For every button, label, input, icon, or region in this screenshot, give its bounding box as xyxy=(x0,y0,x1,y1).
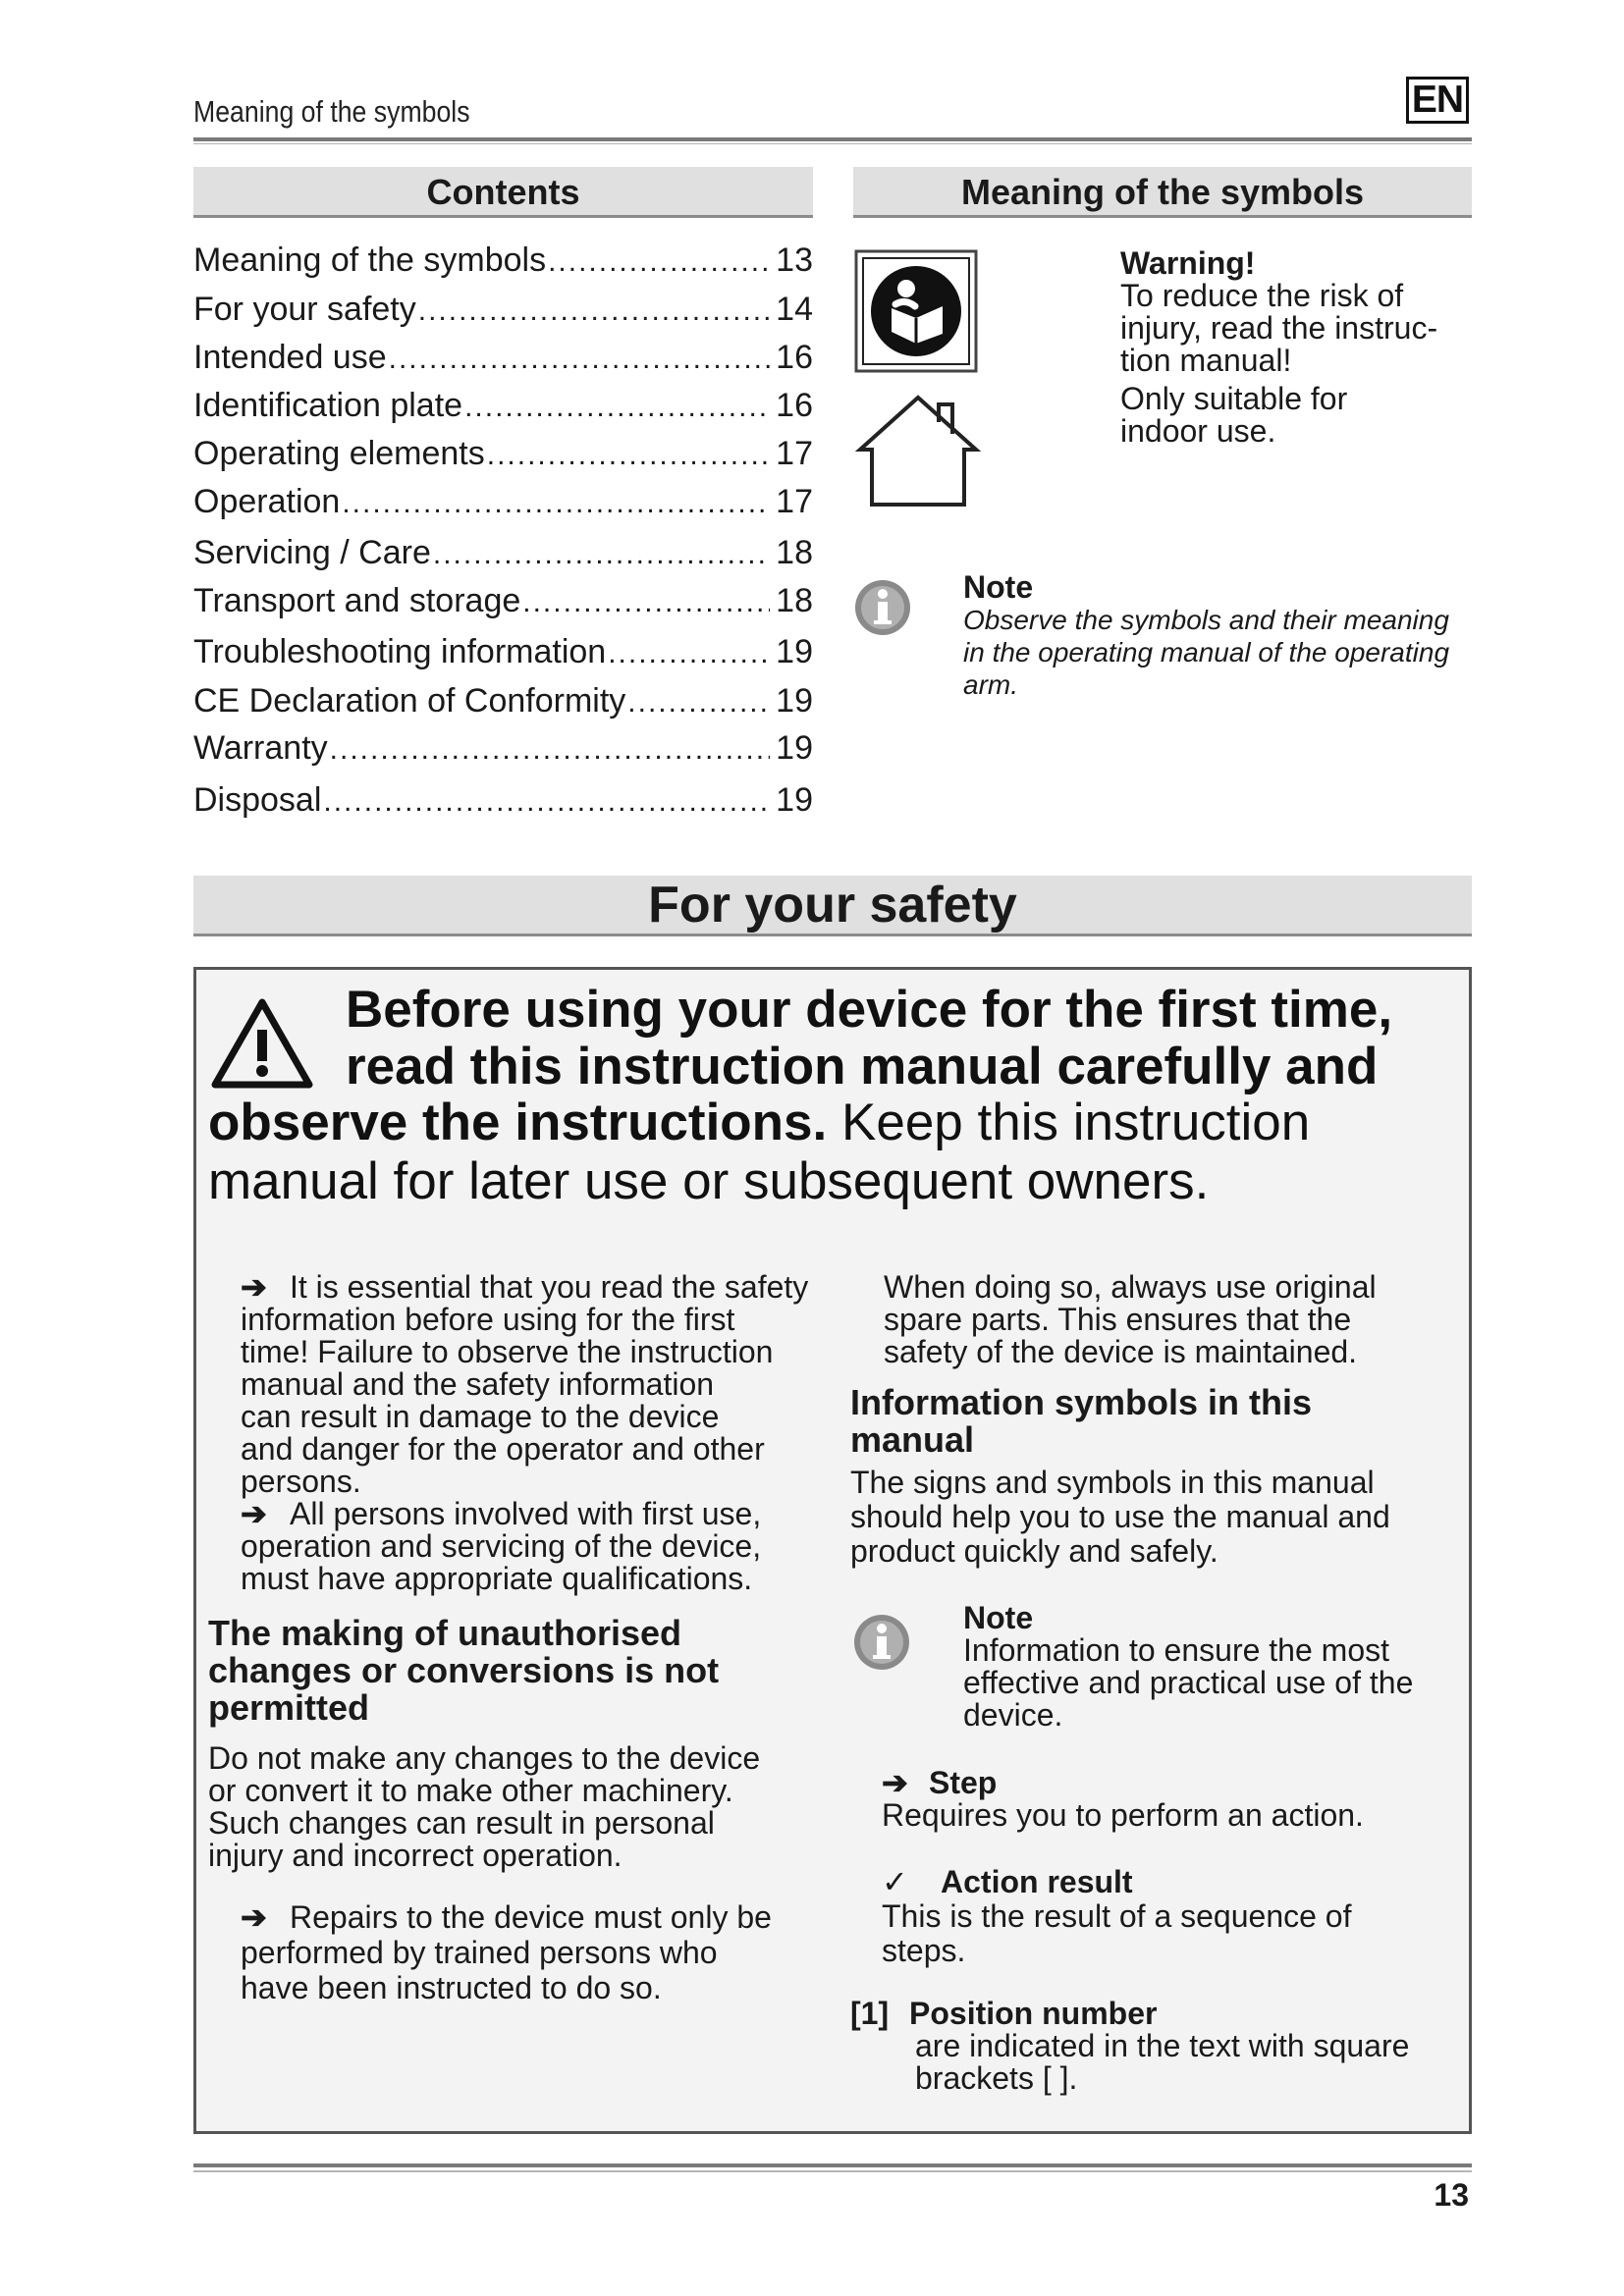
toc-entry xyxy=(193,241,813,281)
toc-entry xyxy=(193,781,813,821)
position-marker: [1] xyxy=(850,1996,890,2031)
toc-entry xyxy=(193,291,813,330)
toc-entry-label: Operation xyxy=(193,483,341,520)
intro-line: manual for later use or subsequent owners. xyxy=(208,1152,1210,1210)
bullet-line: operation and servicing of the device, xyxy=(241,1528,762,1564)
read-manual-icon xyxy=(854,249,978,373)
toc-entry-label: Disposal xyxy=(193,781,322,819)
para-line: or convert it to make other machinery. xyxy=(208,1773,733,1808)
toc-entry-page: 17 xyxy=(776,483,813,520)
step-text: Requires you to perform an action. xyxy=(882,1797,1364,1833)
toc-entry-page: 16 xyxy=(776,339,813,376)
note-block xyxy=(963,571,1474,701)
intro-bold: observe the instructions. xyxy=(208,1094,828,1151)
note-title: Note xyxy=(963,569,1034,605)
toc-entry-label: Troubleshooting information xyxy=(193,633,607,670)
para-line: spare parts. This ensures that the xyxy=(884,1302,1352,1337)
bullet-line: Repairs to the device must only be xyxy=(290,1899,772,1935)
repairs-bullet xyxy=(241,1899,849,2005)
heading-line: The making of unauthorised xyxy=(208,1613,682,1653)
toc-entry-label: Warranty xyxy=(193,729,328,767)
warning-block xyxy=(1120,247,1474,448)
warning-line: injury, read the instruc- xyxy=(1120,310,1438,346)
toc-leader-dots xyxy=(548,245,770,279)
action-result-legend xyxy=(882,1865,1461,1968)
toc-entry-label: Operating elements xyxy=(193,435,485,472)
toc-leader-dots xyxy=(522,586,770,619)
bullet-line: and danger for the operator and other xyxy=(241,1431,765,1467)
toc-leader-dots xyxy=(342,487,770,520)
unauthorised-changes-paragraph xyxy=(208,1742,837,1872)
toc-entry-page: 19 xyxy=(776,633,813,670)
bullet-line: persons. xyxy=(241,1464,361,1499)
toc-leader-dots xyxy=(433,538,770,571)
bullet-line: time! Failure to observe the instruction xyxy=(241,1334,774,1369)
para-line: Such changes can result in personal xyxy=(208,1805,715,1841)
toc-entry-label: CE Declaration of Conformity xyxy=(193,682,626,720)
bullet-line: manual and the safety information xyxy=(241,1366,715,1402)
toc-leader-dots xyxy=(323,785,770,819)
checkmark-icon: ✓ xyxy=(882,1864,908,1899)
footer-rule-thin xyxy=(193,2170,1472,2172)
warning-line: tion manual! xyxy=(1120,343,1292,378)
bullet-line: information before using for the first xyxy=(241,1302,735,1337)
info-icon xyxy=(852,577,913,638)
toc-entry xyxy=(193,534,813,573)
arrow-icon: ➔ xyxy=(241,1496,267,1531)
bullet-line: All persons involved with first use, xyxy=(290,1496,762,1531)
heading-line: changes or conversions is not xyxy=(208,1650,720,1690)
indoor-line: Only suitable for xyxy=(1120,381,1348,416)
bullet-line: have been instructed to do so. xyxy=(241,1970,662,2005)
toc-entry-label: Intended use xyxy=(193,339,387,376)
result-line: steps. xyxy=(882,1933,966,1968)
bullet-line: performed by trained persons who xyxy=(241,1935,718,1970)
unauthorised-changes-heading xyxy=(208,1615,837,1727)
toc-entry-page: 19 xyxy=(776,682,813,720)
position-line: brackets [ ]. xyxy=(915,2060,1078,2096)
para-line: Do not make any changes to the device xyxy=(208,1740,761,1776)
header-rule-thin xyxy=(193,143,1472,144)
bullet-line: can result in damage to the device xyxy=(241,1399,720,1434)
para-line: injury and incorrect operation. xyxy=(208,1838,623,1873)
header-rule xyxy=(193,137,1472,141)
result-line: This is the result of a sequence of xyxy=(882,1898,1352,1934)
house-icon xyxy=(854,393,982,510)
para-line: safety of the device is maintained. xyxy=(884,1334,1358,1369)
toc-entry-page: 19 xyxy=(776,729,813,767)
toc-entry xyxy=(193,582,813,621)
info-icon xyxy=(851,1612,912,1673)
toc-entry-page: 18 xyxy=(776,582,813,619)
information-symbols-paragraph xyxy=(850,1466,1459,1569)
toc-entry xyxy=(193,435,813,474)
toc-entry xyxy=(193,729,813,769)
toc-entry xyxy=(193,387,813,426)
toc-leader-dots xyxy=(627,686,770,720)
warning-triangle-icon xyxy=(211,996,314,1091)
toc-entry-label: Meaning of the symbols xyxy=(193,241,547,279)
toc-entry-page: 14 xyxy=(776,291,813,328)
toc-entry-page: 16 xyxy=(776,387,813,424)
toc-entry-label: Identification plate xyxy=(193,387,463,424)
footer-rule xyxy=(193,2163,1472,2167)
toc-leader-dots xyxy=(608,637,770,670)
position-number-legend xyxy=(850,1998,1469,2095)
toc-entry xyxy=(193,339,813,378)
toc-entry-page: 19 xyxy=(776,781,813,819)
toc-entry-label: For your safety xyxy=(193,291,416,328)
symbols-heading: Meaning of the symbols xyxy=(853,167,1472,218)
step-legend xyxy=(882,1767,1461,1832)
bullet-line: must have appropriate qualifications. xyxy=(241,1561,753,1596)
intro-line: read this instruction manual carefully and xyxy=(346,1038,1379,1095)
spare-parts-paragraph xyxy=(884,1271,1463,1368)
warning-title: Warning! xyxy=(1120,245,1256,281)
safety-heading: For your safety xyxy=(193,876,1472,936)
toc-leader-dots xyxy=(418,294,770,328)
information-symbols-heading xyxy=(850,1384,1459,1459)
heading-line: Information symbols in this xyxy=(850,1382,1313,1422)
arrow-icon: ➔ xyxy=(241,1269,267,1305)
toc-entry-page: 18 xyxy=(776,534,813,571)
toc-leader-dots xyxy=(330,733,771,767)
toc-entry-page: 13 xyxy=(776,241,813,279)
contents-heading: Contents xyxy=(193,167,813,218)
language-badge: EN xyxy=(1406,77,1469,124)
note-line: Information to ensure the most xyxy=(963,1632,1389,1668)
note-line: Observe the symbols and their meaning xyxy=(963,605,1449,635)
intro-line: Before using your device for the first time, xyxy=(346,981,1393,1039)
step-title: Step xyxy=(929,1765,998,1800)
para-line: product quickly and safely. xyxy=(850,1533,1218,1569)
para-line: The signs and symbols in this manual xyxy=(850,1465,1375,1500)
note-line: in the operating manual of the operating xyxy=(963,637,1450,667)
note-legend xyxy=(963,1602,1464,1732)
note-line: device. xyxy=(963,1697,1063,1733)
para-line: should help you to use the manual and xyxy=(850,1499,1390,1534)
intro-regular: Keep this instruction xyxy=(827,1094,1311,1151)
warning-line: To reduce the risk of xyxy=(1120,278,1404,313)
toc-leader-dots xyxy=(487,439,770,472)
position-line: are indicated in the text with square xyxy=(915,2028,1410,2063)
result-title: Action result xyxy=(941,1864,1133,1899)
toc-entry-label: Transport and storage xyxy=(193,582,521,619)
note-line: effective and practical use of the xyxy=(963,1665,1414,1700)
toc-entry xyxy=(193,633,813,672)
toc-entry xyxy=(193,682,813,721)
indoor-line: indoor use. xyxy=(1120,413,1276,449)
position-title: Position number xyxy=(909,1996,1158,2031)
heading-line: manual xyxy=(850,1419,975,1460)
toc-entry-page: 17 xyxy=(776,435,813,472)
para-line: When doing so, always use original xyxy=(884,1269,1377,1305)
running-title: Meaning of the symbols xyxy=(193,94,470,129)
intro-line-mixed xyxy=(208,1095,1310,1151)
toc-leader-dots xyxy=(389,343,771,376)
toc-entry-label: Servicing / Care xyxy=(193,534,431,571)
toc-leader-dots xyxy=(464,391,770,424)
page-number: 13 xyxy=(1434,2177,1469,2213)
heading-line: permitted xyxy=(208,1687,370,1728)
note-line: arm. xyxy=(963,669,1018,700)
note-title: Note xyxy=(963,1600,1034,1635)
arrow-icon: ➔ xyxy=(882,1765,908,1800)
safety-bullet xyxy=(241,1271,849,1595)
toc-entry xyxy=(193,483,813,522)
bullet-line: It is essential that you read the safety xyxy=(290,1269,809,1305)
arrow-icon: ➔ xyxy=(241,1899,267,1935)
